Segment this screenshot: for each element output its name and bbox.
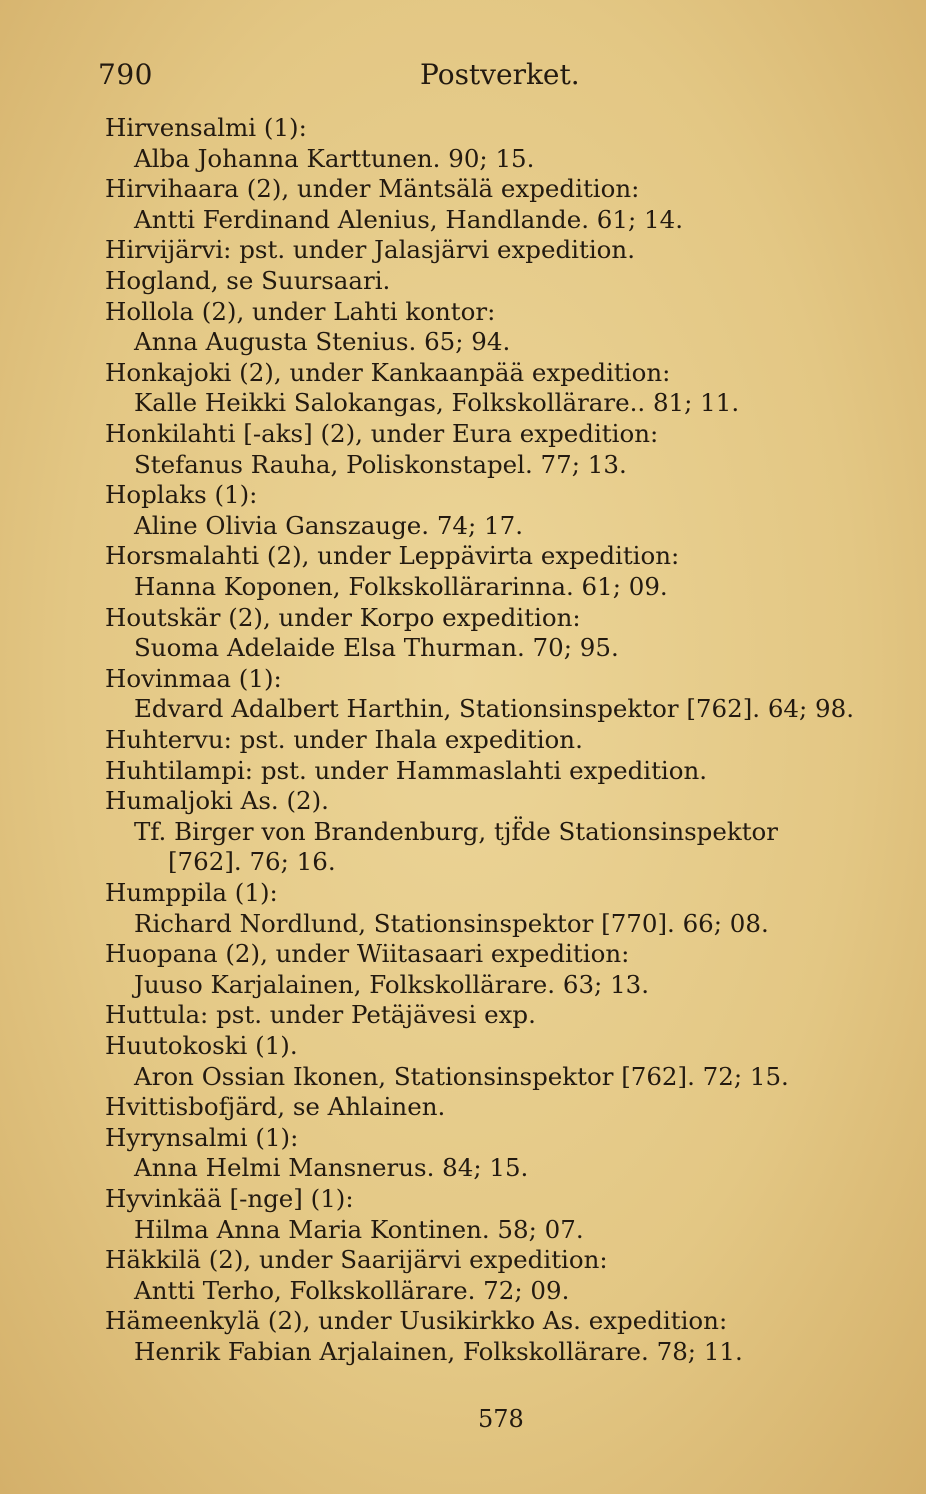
page-header xyxy=(98,58,798,98)
entry-detail: Alba Johanna Karttunen. 90; 15. xyxy=(134,143,535,173)
place-heading: Humppila (1): xyxy=(105,878,278,907)
entry-detail: Stefanus Rauha, Poliskonstapel. 77; 13. xyxy=(134,449,627,479)
entry-detail: Edvard Adalbert Harthin, Stationsinspektor [762]. 64; 98. xyxy=(134,694,855,724)
place-heading: Hirvijärvi: pst. under Jalasjärvi expedition. xyxy=(105,235,635,265)
sheet-number: 578 xyxy=(478,1405,524,1433)
entry-detail: Juuso Karjalainen, Folkskollärare. 63; 13. xyxy=(134,969,650,999)
place-heading: Humaljoki As. (2). xyxy=(105,786,329,816)
place-heading: Hoplaks (1): xyxy=(105,480,258,510)
place-heading: Houtskär (2), under Korpo expedition: xyxy=(105,602,581,632)
place-heading: Huutokoski (1). xyxy=(105,1031,298,1060)
entry-detail: Hanna Koponen, Folkskollärarinna. 61; 09. xyxy=(134,572,668,601)
entry-detail: Antti Terho, Folkskollärare. 72; 09. xyxy=(134,1275,570,1305)
place-heading: Hogland, se Suursaari. xyxy=(105,266,391,295)
entry-detail: Aron Ossian Ikonen, Stationsinspektor [762]. 72; 15. xyxy=(134,1061,789,1091)
place-heading: Honkilahti [-aks] (2), under Eura expedition: xyxy=(105,419,659,448)
place-heading: Huttula: pst. under Petäjävesi exp. xyxy=(105,1000,536,1030)
place-heading: Häkkilä (2), under Saarijärvi expedition: xyxy=(105,1245,608,1275)
entry-detail: Richard Nordlund, Stationsinspektor [770]. 66; 08. xyxy=(134,908,769,938)
place-heading: Hyrynsalmi (1): xyxy=(105,1122,299,1152)
entry-detail: Henrik Fabian Arjalainen, Folkskollärare. 78; 11. xyxy=(134,1337,743,1366)
place-heading: Horsmalahti (2), under Leppävirta expedition: xyxy=(105,541,680,571)
place-heading: Honkajoki (2), under Kankaanpää expedition: xyxy=(105,357,671,387)
place-heading: Hvittisbofjärd, se Ahlainen. xyxy=(105,1092,446,1122)
entry-detail: Hilma Anna Maria Kontinen. 58; 07. xyxy=(134,1214,584,1244)
entry-detail: Antti Ferdinand Alenius, Handlande. 61; 14. xyxy=(134,204,683,234)
place-heading: Hirvihaara (2), under Mäntsälä expedition: xyxy=(105,174,640,204)
place-heading: Huopana (2), under Wiitasaari expedition: xyxy=(105,939,630,969)
place-heading: Hyvinkää [-nge] (1): xyxy=(105,1184,354,1213)
page-number: 790 xyxy=(98,58,153,91)
running-head-title: Postverket. xyxy=(420,58,580,91)
place-heading: Hovinmaa (1): xyxy=(105,663,282,693)
entry-detail: Suoma Adelaide Elsa Thurman. 70; 95. xyxy=(134,633,619,663)
place-heading: Hämeenkylä (2), under Uusikirkko As. expedition: xyxy=(105,1306,728,1336)
place-heading: Huhtilampi: pst. under Hammaslahti expedition. xyxy=(105,755,708,785)
place-heading: Huhtervu: pst. under Ihala expedition. xyxy=(105,725,583,754)
entry-detail: Kalle Heikki Salokangas, Folkskollärare.. 81; 11. xyxy=(134,388,740,418)
entry-detail: Anna Helmi Mansnerus. 84; 15. xyxy=(134,1153,529,1183)
entry-detail: [762]. 76; 16. xyxy=(168,847,336,877)
entry-detail: Aline Olivia Ganszauge. 74; 17. xyxy=(134,510,524,540)
place-heading: Hirvensalmi (1): xyxy=(105,113,307,142)
place-heading: Hollola (2), under Lahti kontor: xyxy=(105,296,496,326)
entry-detail: Tf. Birger von Brandenburg, tjf̈de Stationsinspektor xyxy=(134,816,779,846)
entry-detail: Anna Augusta Stenius. 65; 94. xyxy=(134,327,511,357)
